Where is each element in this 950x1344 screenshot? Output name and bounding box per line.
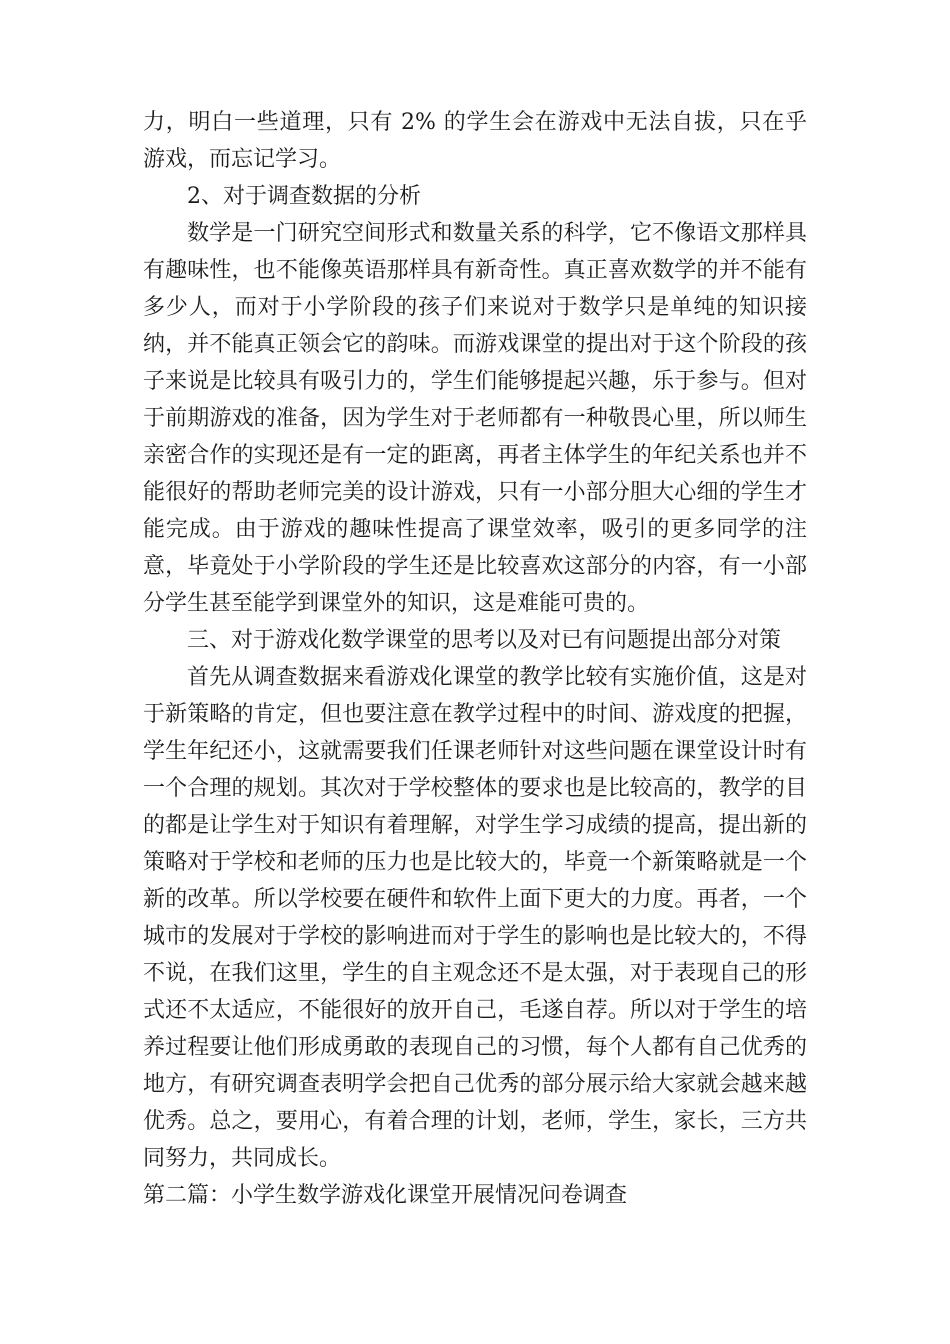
section-heading-reflection: 三、对于游戏化数学课堂的思考以及对已有问题提出部分对策 — [187, 628, 782, 653]
chapter-heading-part-two: 第二篇：小学生数学游戏化课堂开展情况问卷调查 — [143, 1183, 628, 1208]
paragraph-strategies: 首先从调查数据来看游戏化课堂的教学比较有实施价值，这是对于新策略的肯定，但也要注意在教学过程中的时间、游戏度的把握，学生年纪还小，这就需要我们任课老师针对这些问题在课堂设计时有一个合理的规划。其次对于学校整体的要求也是比较高的，教学的目的都是让学生对于知识有着理解，对学生学习成绩的提高，提出新的策略对于学校和老师的压力也是比较大的，毕竟一个新策略就是一个新的改革。所以学校要在硬件和软件上面下更大的力度。再者，一个城市的发展对于学校的影响进而对于学生的影响也是比较大的，不得不说，在我们这里，学生的自主观念还不是太强，对于表现自己的形式还不太适应，不能很好的放开自己，毛遂自荐。所以对于学生的培养过程要让他们形成勇敢的表现自己的习惯，每个人都有自己优秀的地方，有研究调查表明学会把自己优秀的部分展示给大家就会越来越优秀。总之，要用心，有着合理的计划，老师，学生，家长，三方共同努力，共同成长。 — [143, 665, 807, 1171]
document-body — [143, 104, 807, 1214]
section-heading-survey-analysis: 2、对于调查数据的分析 — [187, 184, 421, 209]
paragraph-math-analysis: 数学是一门研究空间形式和数量关系的科学，它不像语文那样具有趣味性，也不能像英语那样具有新奇性。真正喜欢数学的并不能有多少人，而对于小学阶段的孩子们来说对于数学只是单纯的知识接纳，并不能真正领会它的韵味。而游戏课堂的提出对于这个阶段的孩子来说是比较具有吸引力的，学生们能够提起兴趣，乐于参与。但对于前期游戏的准备，因为学生对于老师都有一种敬畏心里，所以师生亲密合作的实现还是有一定的距离，再者主体学生的年纪关系也并不能很好的帮助老师完美的设计游戏，只有一小部分胆大心细的学生才能完成。由于游戏的趣味性提高了课堂效率，吸引的更多同学的注意，毕竟处于小学阶段的学生还是比较喜欢这部分的内容，有一小部分学生甚至能学到课堂外的知识，这是难能可贵的。 — [143, 221, 807, 616]
paragraph-continuation: 力，明白一些道理，只有 2% 的学生会在游戏中无法自拔，只在乎游戏，而忘记学习。 — [143, 110, 807, 172]
